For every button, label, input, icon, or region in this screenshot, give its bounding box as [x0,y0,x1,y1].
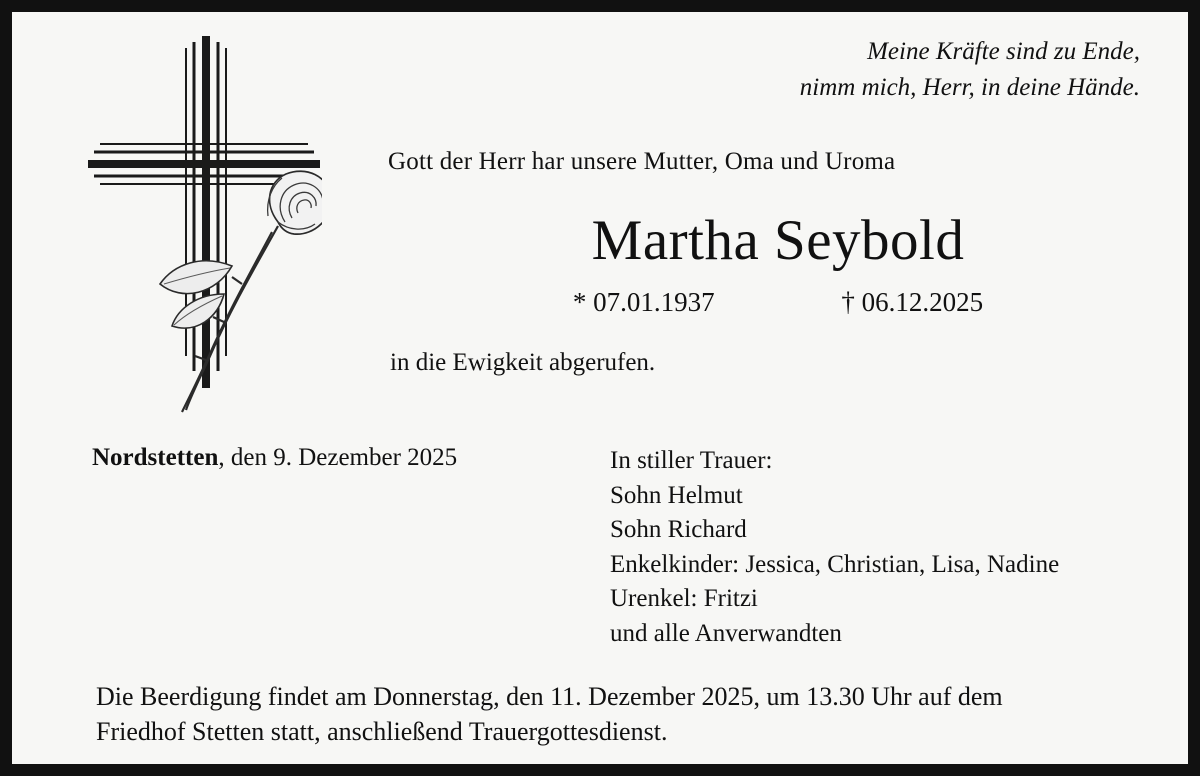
intro-text: Gott der Herr har unsere Mutter, Oma und Uroma [388,148,896,175]
list-item: Urenkel: Fritzi [610,585,758,612]
after-line: in die Ewigkeit abgerufen. [390,349,656,376]
place-town: Nordstetten [92,444,219,471]
funeral-line-1: Die Beerdigung findet am Donnerstag, den 11. Dezember 2025, um 13.30 Uhr auf dem [96,682,1003,711]
verse-block [800,34,1140,107]
verse-line-1: Meine Kräfte sind zu Ende, [867,38,1140,65]
mourners-block [610,444,1059,651]
death-date: † 06.12.2025 [841,287,984,317]
funeral-details [96,680,1166,749]
verse-line-2: nimm mich, Herr, in deine Hände. [799,74,1140,102]
deceased-name: Martha Seybold [591,209,965,272]
obituary-notice [12,12,1188,764]
place-date: , den 9. Dezember 2025 [218,444,458,471]
funeral-line-2: Friedhof Stetten statt, anschließend Trauergottesdienst. [96,716,668,746]
cross-with-rose-icon [82,26,322,416]
list-item: Sohn Richard [610,516,747,543]
list-item: Sohn Helmut [610,481,743,509]
place-and-date [92,444,457,472]
birth-date: * 07.01.1937 [572,287,715,317]
mourners-heading: In stiller Trauer: [610,447,773,474]
list-item: Enkelkinder: Jessica, Christian, Lisa, Nadine [610,550,1060,578]
life-dates [388,287,1168,318]
list-item: und alle Anverwandten [610,619,842,647]
